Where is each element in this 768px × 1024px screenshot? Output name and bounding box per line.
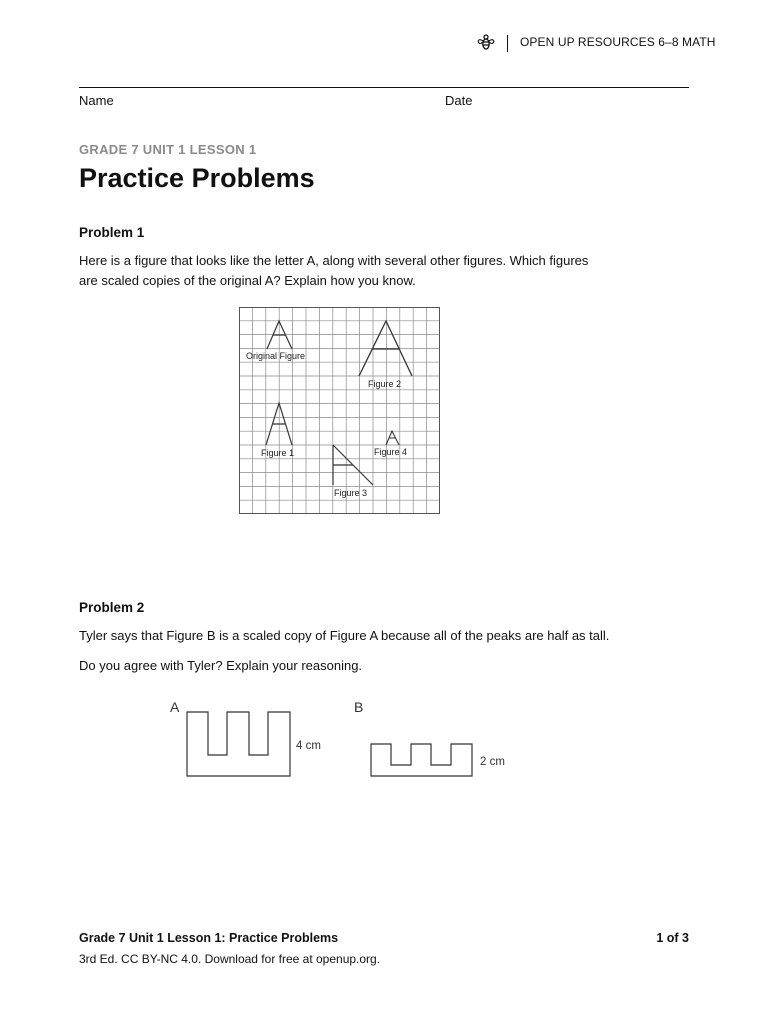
figure-2-label: Figure 2 (368, 379, 402, 389)
header-divider (507, 35, 508, 52)
license-text: 3rd Ed. CC BY-NC 4.0. Download for free at openup.org. (79, 952, 381, 966)
letter-a-grid-figure (239, 307, 440, 514)
problem-2-text-1: Tyler says that Figure B is a scaled copy of Figure A because all of the peaks are half as tall. (79, 628, 610, 643)
problem-1-text-line-1: Here is a figure that looks like the letter A, along with several other figures. Which figures (79, 253, 589, 268)
page-title: Practice Problems (79, 163, 315, 193)
footer-title: Grade 7 Unit 1 Lesson 1: Practice Problems (79, 931, 339, 945)
date-label: Date (445, 93, 473, 108)
figure-a-label: A (170, 699, 180, 715)
grid-lines (239, 307, 440, 514)
problem-2-heading: Problem 2 (79, 600, 145, 615)
figure-1-label: Figure 1 (261, 448, 295, 458)
page-number: 1 of 3 (656, 931, 689, 945)
figure-a-height-label: 4 cm (296, 740, 321, 752)
brand-text: OPEN UP RESOURCES 6–8 MATH (520, 35, 716, 49)
figure-b-label: B (354, 699, 364, 715)
name-label: Name (79, 93, 114, 108)
figure-3-label: Figure 3 (334, 488, 368, 498)
problem-2-text-2: Do you agree with Tyler? Explain your reasoning. (79, 658, 363, 673)
figure-b-height-label: 2 cm (480, 756, 505, 768)
figure-b-shape (371, 744, 472, 776)
problem-1-heading: Problem 1 (79, 225, 145, 240)
original-figure-label: Original Figure (246, 351, 306, 361)
figure-a-shape (187, 712, 290, 776)
figure-3-shape (333, 445, 373, 485)
figure-4-shape (386, 431, 399, 445)
problem-1-text-line-2: are scaled copies of the original A? Explain how you know. (79, 273, 416, 288)
name-date-rule (79, 87, 689, 88)
bee-logo-icon (476, 33, 496, 53)
lesson-eyebrow: GRADE 7 UNIT 1 LESSON 1 (79, 142, 257, 157)
figure-4-label: Figure 4 (374, 447, 408, 457)
peaks-figures (160, 692, 520, 784)
